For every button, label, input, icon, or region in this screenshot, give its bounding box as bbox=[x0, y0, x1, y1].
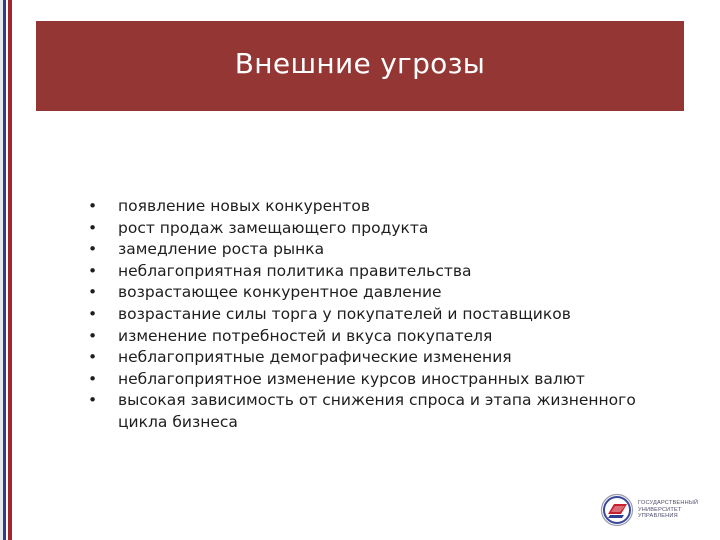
bullet-marker: • bbox=[88, 369, 98, 388]
bullet-item bbox=[88, 196, 678, 218]
bullet-item bbox=[88, 304, 678, 326]
bullet-item bbox=[88, 239, 678, 261]
bullet-item bbox=[88, 390, 678, 433]
bullet-marker: • bbox=[88, 261, 98, 280]
edge-stripe-red bbox=[8, 0, 12, 540]
bullet-text: рост продаж замещающего продукта bbox=[118, 218, 429, 237]
bullet-marker: • bbox=[88, 283, 98, 302]
title-bar bbox=[36, 21, 684, 111]
bullet-item bbox=[88, 347, 678, 369]
bullet-marker: • bbox=[88, 218, 98, 237]
bullet-text: неблагоприятные демографические изменения bbox=[118, 348, 512, 367]
logo-line-3: УПРАВЛЕНИЯ bbox=[638, 513, 678, 520]
bullet-marker: • bbox=[88, 304, 98, 323]
logo-line-2: УНИВЕРСИТЕТ bbox=[638, 506, 682, 513]
logo-line-1: ГОСУДАРСТВЕННЫЙ bbox=[638, 500, 699, 507]
university-emblem-icon bbox=[600, 493, 634, 527]
bullet-text: неблагоприятная политика правительства bbox=[118, 261, 472, 280]
logo-caption bbox=[638, 500, 698, 520]
bullet-text: появление новых конкурентов bbox=[118, 197, 370, 215]
university-logo bbox=[600, 490, 712, 530]
bullet-text: изменение потребностей и вкуса покупателя bbox=[118, 326, 493, 345]
bullet-marker: • bbox=[88, 348, 98, 367]
bullet-text: неблагоприятное изменение курсов иностранных валют bbox=[118, 369, 585, 388]
bullet-marker: • bbox=[88, 240, 98, 259]
bullet-marker: • bbox=[88, 326, 98, 345]
slide-title: Внешние угрозы bbox=[234, 46, 486, 80]
bullet-list bbox=[88, 196, 678, 434]
bullet-item bbox=[88, 282, 678, 304]
bullet-item bbox=[88, 369, 678, 391]
bullet-text: замедление роста рынка bbox=[118, 240, 325, 259]
bullet-text: возрастание силы торга у покупателей и поставщиков bbox=[118, 304, 571, 323]
bullet-marker: • bbox=[88, 197, 98, 215]
bullet-item bbox=[88, 218, 678, 240]
bullet-item bbox=[88, 326, 678, 348]
bullet-item bbox=[88, 261, 678, 283]
bullet-text: высокая зависимость от снижения спроса и этапа жизненного цикла бизнеса bbox=[118, 391, 636, 431]
bullet-marker: • bbox=[88, 391, 98, 410]
bullet-text: возрастающее конкурентное давление bbox=[118, 283, 442, 302]
